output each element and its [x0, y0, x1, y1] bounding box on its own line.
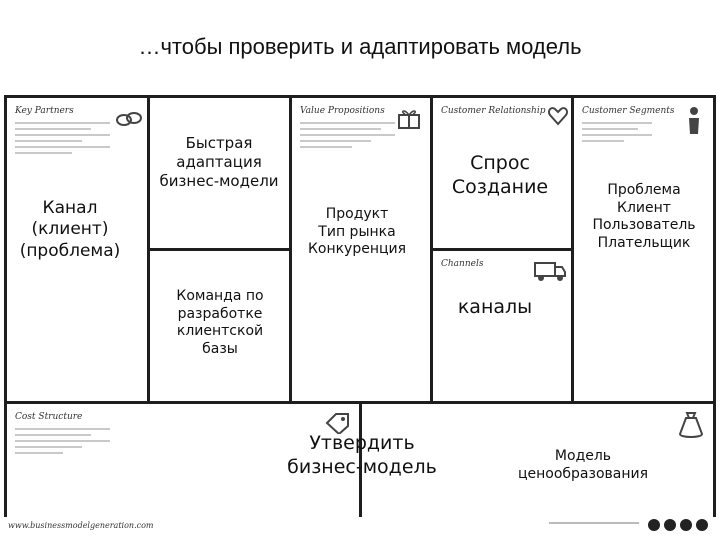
customer-segments-header: Customer Segments [582, 106, 675, 116]
truck-icon [533, 257, 567, 283]
gift-icon [396, 106, 422, 130]
key-partners-hint-text [15, 122, 110, 158]
value-propositions-header: Value Propositions [300, 106, 385, 116]
footer-license-text [549, 522, 639, 524]
canvas-footer [4, 517, 716, 535]
cc-nc-icon [696, 519, 708, 531]
heart-icon [547, 106, 569, 126]
customer-dev-team-note: Команда по разработке клиентской базы [176, 288, 264, 357]
cc-license-icon [648, 519, 660, 531]
product-market-note: Продукт Тип рынка Конкуренция [307, 206, 407, 257]
cost-structure-header: Cost Structure [15, 412, 83, 422]
person-icon [686, 106, 702, 136]
approve-model-note: Утвердить бизнес-модель [287, 432, 437, 478]
cc-by-icon [664, 519, 676, 531]
channels-header: Channels [441, 259, 484, 269]
customer-relationships-header: Customer Relationship [441, 106, 546, 116]
money-bag-icon [676, 410, 706, 440]
fast-adaptation-note: Быстрая адаптация бизнес-модели [159, 134, 279, 190]
customer-segments-hint-text [582, 122, 652, 146]
channels-block [433, 251, 571, 401]
demand-creation-note: Спрос Создание [451, 152, 549, 198]
slide-title: …чтобы проверить и адаптировать модель [138, 34, 582, 59]
channels-note: каналы [457, 296, 533, 318]
price-tag-icon [325, 412, 351, 434]
customer-segments-note: Проблема Клиент Пользователь Плательщик [592, 182, 696, 251]
cc-sa-icon [680, 519, 692, 531]
channel-client-note: Канал (клиент) (проблема) [19, 198, 121, 261]
chain-link-icon [115, 108, 143, 130]
footer-site-text: www.businessmodelgeneration.com [8, 521, 154, 530]
value-propositions-hint-text [300, 122, 395, 152]
pricing-model-note: Модель ценообразования [517, 448, 649, 482]
cost-structure-hint-text [15, 428, 110, 458]
key-partners-header: Key Partners [15, 106, 74, 116]
